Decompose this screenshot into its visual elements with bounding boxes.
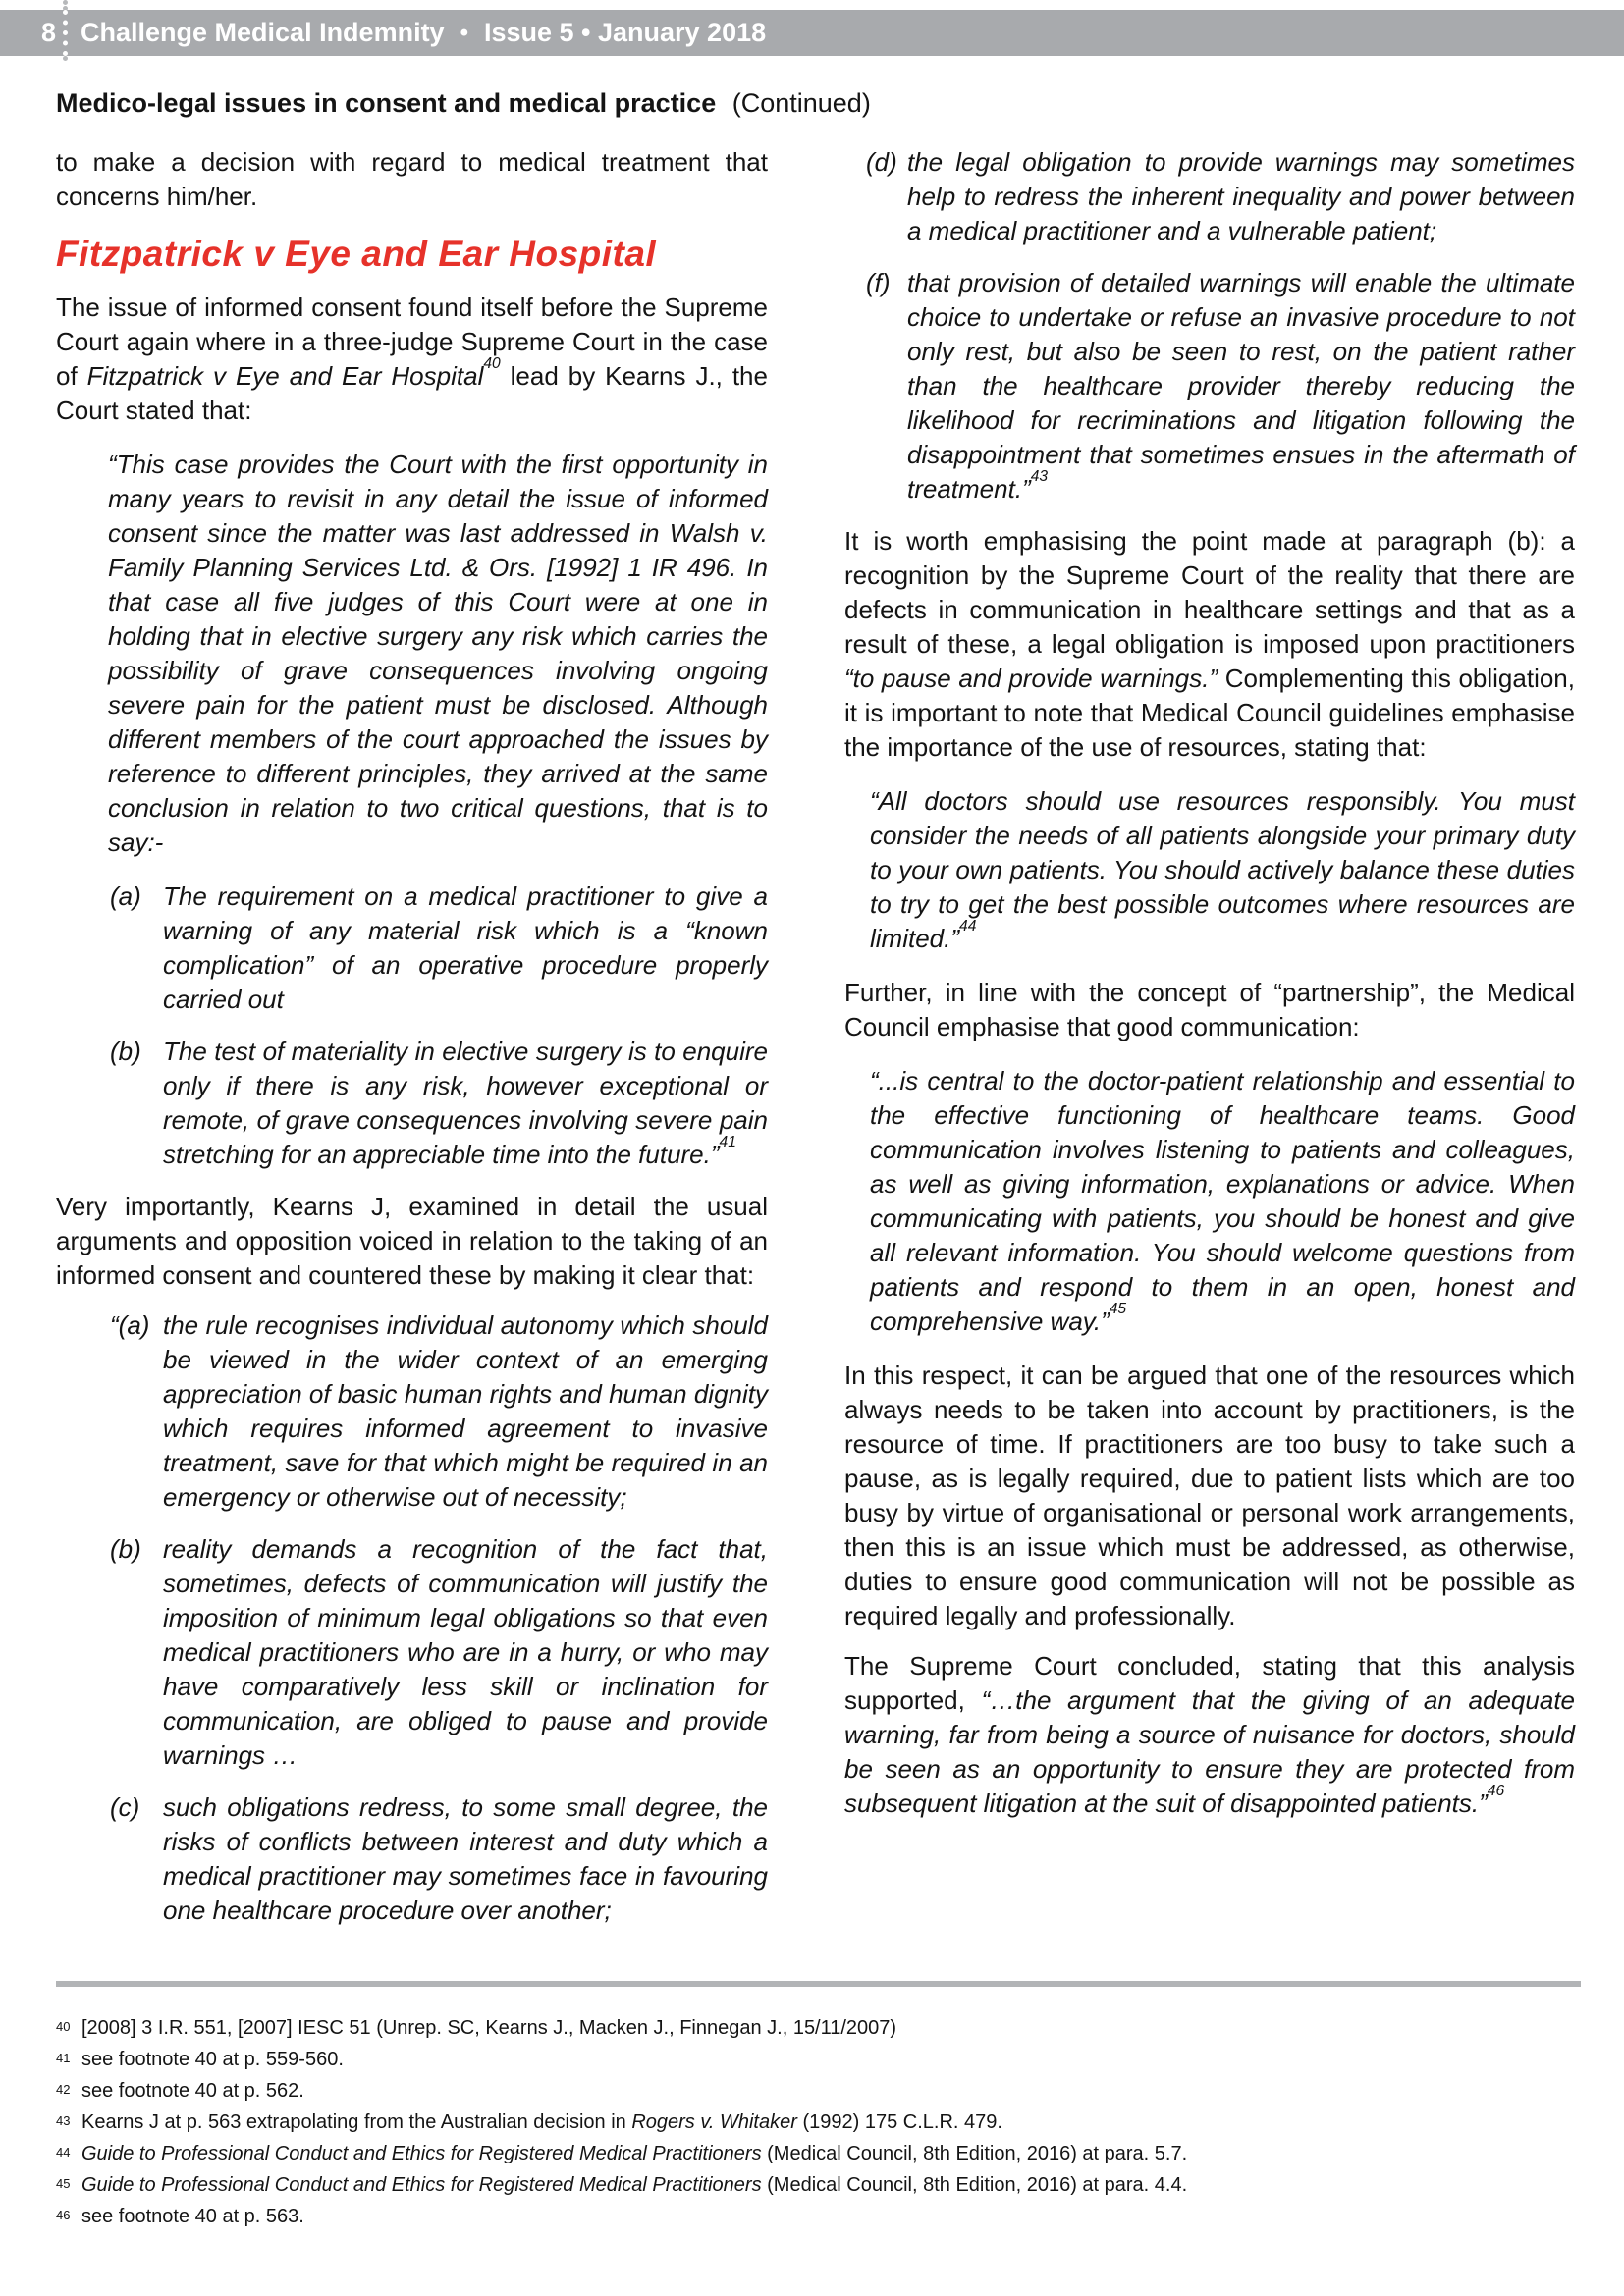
text-segment: to make a decision with regard to medical treatment that concerns him/her.: [56, 147, 768, 211]
issue-info: Issue 5 • January 2018: [483, 18, 767, 47]
text-segment: Rogers v. Whitaker: [631, 2111, 797, 2133]
text-segment: Further, in line with the concept of “partnership”, the Medical Council emphasise that good communication:: [844, 978, 1575, 1041]
list-marker: (b): [110, 1534, 141, 1564]
list-item-text: [163, 1790, 768, 1928]
text-segment: (1992) 175 C.L.R. 479.: [796, 2111, 1002, 2133]
footnote-number: 43: [56, 2113, 71, 2128]
text-segment: Guide to Professional Conduct and Ethics for Registered Medical Practitioners: [81, 2174, 762, 2196]
list-marker: (c): [110, 1792, 140, 1822]
footnote-ref: 45: [1109, 1301, 1127, 1318]
dotted-separator-bottom: [63, 56, 68, 65]
quote-list-item: [110, 1035, 768, 1172]
quote-paragraph: [870, 1064, 1575, 1339]
footnote-text: [81, 2012, 1581, 2044]
footnote-text: [81, 2044, 1581, 2075]
quote-paragraph: [870, 784, 1575, 956]
text-segment: the legal obligation to provide warnings may sometimes help to redress the inherent inequality and power between a medical practitioner and a vulnerable patient;: [907, 147, 1575, 245]
list-item-text: [907, 266, 1575, 507]
text-segment: In this respect, it can be argued that one of the resources which always needs to be taken into account by practitioners, is the resource of time. If practitioners are too busy to take such a pause, as is legally required, due to patient lists which are too busy by virtue of organisational or personal work arrangements, then this is an issue which must be addressed, as otherwise, duties to ensure good communication will not be possible as required legally and professionally.: [844, 1361, 1575, 1630]
footnote-text: [81, 2075, 1581, 2107]
text-segment: “to pause and provide warnings.”: [844, 664, 1218, 693]
text-segment: “...is central to the doctor-patient relationship and essential to the effective functioning of healthcare teams. Good communication involves listening to patients and colleagues, as well as giving information, explanations or advice. When communicating with patients, you should be honest and give all relevant information. You should welcome questions from patients and respond to them in an open, honest and comprehensive way.”: [870, 1066, 1575, 1336]
text-segment: It is worth emphasising the point made at paragraph (b): a recognition by the Supreme Court of the reality that there are defects in communication in healthcare settings and that as a result of these, a legal obligation is imposed upon practitioners: [844, 526, 1575, 659]
two-column-layout: [56, 145, 1581, 1946]
list-item-text: [163, 1035, 768, 1172]
list-item-text: [907, 145, 1575, 248]
paragraph: [844, 1359, 1575, 1633]
footnote-text: [81, 2138, 1581, 2169]
page-number: 8: [41, 18, 57, 47]
list-marker: (b): [110, 1037, 141, 1066]
text-segment: that provision of detailed warnings will enable the ultimate choice to undertake or refuse an invasive procedure to not only rest, but also be seen to rest, on the patient rather than the healthcare provider thereby reducing the likelihood for recriminations and litigation following the disappointment that sometimes ensues in the aftermath of treatment.”: [907, 268, 1575, 504]
quote-list-item: [110, 1308, 768, 1515]
list-item-text: [163, 880, 768, 1017]
left-column: [56, 145, 768, 1946]
text-segment: Kearns J at p. 563 extrapolating from the Australian decision in: [81, 2111, 632, 2133]
footnote-item: [56, 2012, 1581, 2044]
text-segment: The Supreme Court concluded, stating that this analysis supported,: [844, 1651, 1575, 1715]
list-item-text: [163, 1532, 768, 1773]
paragraph: [56, 1190, 768, 1293]
paragraph: [844, 976, 1575, 1044]
footnote-item: [56, 2075, 1581, 2107]
footnote-text: [81, 2107, 1581, 2138]
text-segment: (Medical Council, 8th Edition, 2016) at para. 5.7.: [761, 2143, 1188, 2164]
text-segment: The issue of informed consent found itself before the Supreme Court again where in a three-judge Supreme Court in the case of: [56, 293, 768, 391]
quote-list-item: [866, 266, 1575, 507]
text-segment: Very importantly, Kearns J, examined in detail the usual arguments and opposition voiced in relation to the taking of an informed consent and countered these by making it clear that:: [56, 1192, 768, 1290]
text-segment: Fitzpatrick v Eye and Ear Hospital: [86, 361, 484, 391]
footnote-number: 41: [56, 2051, 71, 2065]
main-content: [56, 145, 1581, 2232]
footnote-divider: [56, 1981, 1581, 1987]
header-text: [81, 18, 766, 48]
text-segment: the rule recognises individual autonomy which should be viewed in the wider context of an emerging appreciation of basic human rights and human dignity which requires informed agreement to invasive treatment, save for that which might be required in an emergency or otherwise out of necessity;: [163, 1310, 768, 1512]
article-continued-title: [56, 88, 871, 119]
text-segment: see footnote 40 at p. 562.: [81, 2080, 304, 2102]
footnote-number: 44: [56, 2145, 71, 2160]
footnote-ref: 46: [1487, 1783, 1505, 1800]
text-segment: such obligations redress, to some small degree, the risks of conflicts between interest and duty which a medical practitioner may sometimes face in favouring one healthcare procedure over another;: [163, 1792, 768, 1925]
text-segment: [2008] 3 I.R. 551, [2007] IESC 51 (Unrep. SC, Kearns J., Macken J., Finnegan J., 15/11/2007): [81, 2017, 897, 2039]
footnote-number: 45: [56, 2176, 71, 2191]
footnote-number: 46: [56, 2208, 71, 2222]
footnote-item: [56, 2169, 1581, 2201]
continued-label: (Continued): [731, 88, 871, 118]
quote-list-item: [110, 1532, 768, 1773]
quote-list-item: [866, 145, 1575, 248]
text-segment: “All doctors should use resources responsibly. You must consider the needs of all patients alongside your primary duty to your own patients. You should actively balance these duties to try to get the best possible outcomes where resources are limited.”: [870, 786, 1575, 953]
footnote-item: [56, 2138, 1581, 2169]
header-bar: [0, 10, 1624, 56]
list-marker: (d): [866, 147, 897, 177]
text-segment: “…the argument that the giving of an adequate warning, far from being a source of nuisance for doctors, should be seen as an opportunity to ensure they are protected from subsequent litigation at the suit of disappointed patients.”: [844, 1685, 1575, 1818]
footnote-list: [56, 2012, 1581, 2232]
footnote-text: [81, 2169, 1581, 2201]
dotted-separator: [63, 10, 68, 56]
footnote-ref: 40: [483, 355, 501, 373]
text-segment: lead by Kearns J., the Court stated that:: [56, 361, 768, 425]
footnote-item: [56, 2044, 1581, 2075]
footnote-number: 40: [56, 2019, 71, 2034]
article-title: Medico-legal issues in consent and medical practice: [56, 88, 717, 118]
text-segment: reality demands a recognition of the fact that, sometimes, defects of communication will justify the imposition of minimum legal obligations so that even medical practitioners who are in a hurry, or who may have comparatively less skill or inclination for communication, are obliged to pause and provide warnings …: [163, 1534, 768, 1770]
text-segment: see footnote 40 at p. 563.: [81, 2206, 304, 2227]
text-segment: “This case provides the Court with the first opportunity in many years to revisit in any detail the issue of informed consent since the matter was last addressed in Walsh v. Family Planning Services Ltd. & Ors. [1992] 1 IR 496. In that case all five judges of this Court were at one in holding that in elective surgery any risk which carries the possibility of grave consequences involving ongoing severe pain for the patient must be disclosed. Although different members of the court approached the issues by reference to different principles, they arrived at the same conclusion in relation to two critical questions, that is to say:-: [108, 450, 768, 857]
footnote-ref: 44: [959, 918, 977, 935]
quote-paragraph: [108, 448, 768, 860]
quote-list-item: [110, 880, 768, 1017]
paragraph: [844, 1649, 1575, 1821]
text-segment: The requirement on a medical practitioner to give a warning of any material risk which is a “known complication” of an operative procedure properly carried out: [163, 881, 768, 1014]
text-segment: The test of materiality in elective surgery is to enquire only if there is any risk, however exceptional or remote, of grave consequences involving severe pain stretching for an appreciable time into the future.”: [163, 1037, 768, 1169]
right-column: [844, 145, 1575, 1946]
footnote-ref: 43: [1030, 468, 1049, 486]
text-segment: Complementing this obligation, it is important to note that Medical Council guidelines emphasise the importance of the use of resources, stating that:: [844, 664, 1575, 762]
paragraph: [56, 291, 768, 428]
quote-list-item: [110, 1790, 768, 1928]
footnote-ref: 41: [719, 1134, 736, 1151]
paragraph: [844, 524, 1575, 765]
text-segment: (Medical Council, 8th Edition, 2016) at para. 4.4.: [761, 2174, 1188, 2196]
case-heading: Fitzpatrick v Eye and Ear Hospital: [56, 234, 657, 274]
list-marker: (a): [110, 881, 141, 911]
footnote-number: 42: [56, 2082, 71, 2097]
paragraph: [56, 145, 768, 214]
footnotes-section: [56, 1981, 1581, 2232]
publication-name: Challenge Medical Indemnity: [81, 18, 445, 47]
footnote-item: [56, 2107, 1581, 2138]
text-segment: see footnote 40 at p. 559-560.: [81, 2049, 344, 2070]
footnote-text: [81, 2201, 1581, 2232]
text-segment: Guide to Professional Conduct and Ethics for Registered Medical Practitioners: [81, 2143, 762, 2164]
footnote-item: [56, 2201, 1581, 2232]
bullet-icon: •: [460, 19, 468, 46]
list-marker: (f): [866, 268, 891, 297]
list-item-text: [163, 1308, 768, 1515]
list-marker: “(a): [110, 1310, 150, 1340]
